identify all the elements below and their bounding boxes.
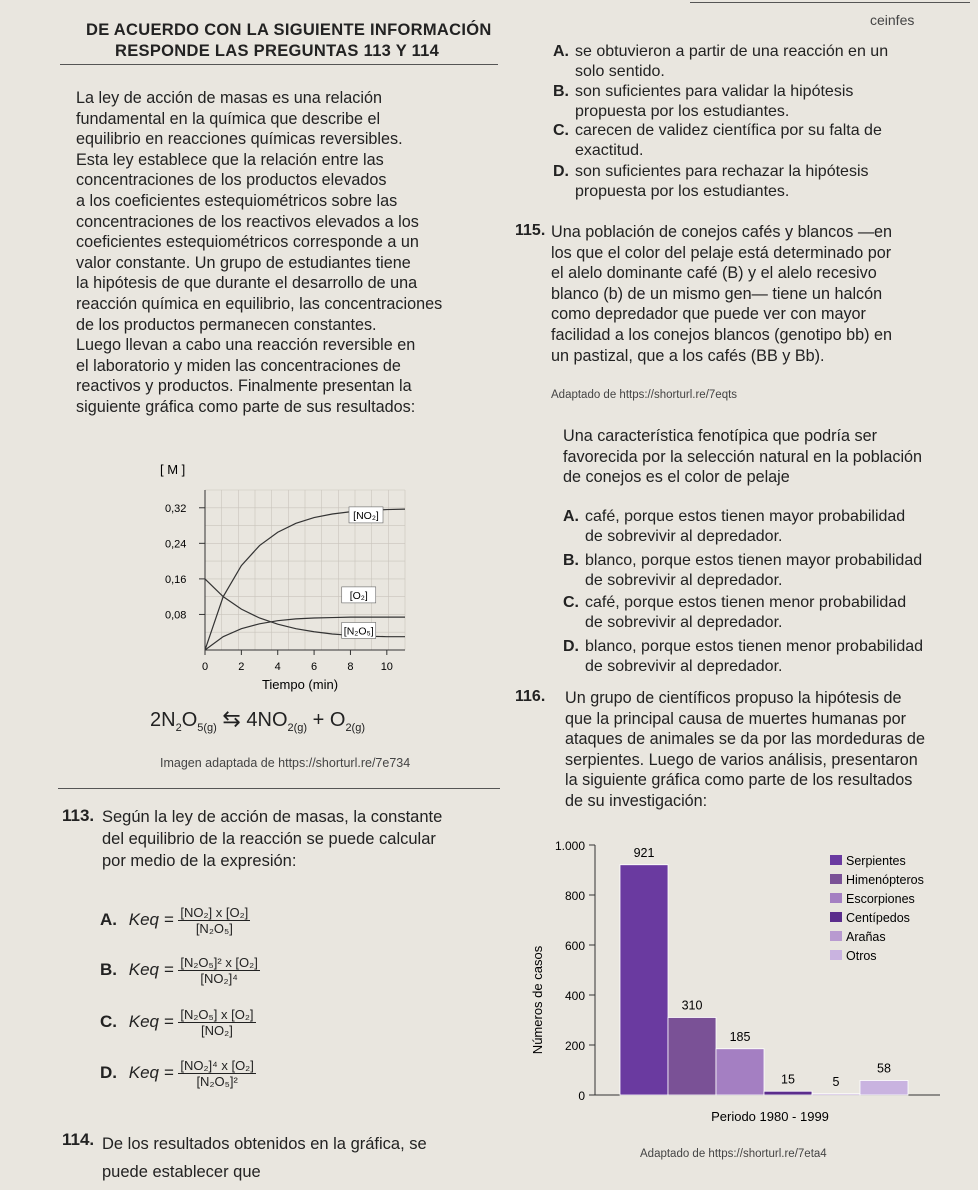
q113-stem-line: del equilibrio de la reacción se puede calcular xyxy=(102,830,436,848)
option-text: exactitud. xyxy=(575,142,644,159)
bar xyxy=(716,1049,764,1095)
q115-option[interactable] xyxy=(563,551,953,591)
q116-source: Adaptado de https://shorturl.re/7eta4 xyxy=(640,1148,827,1160)
legend-label: Otros xyxy=(846,949,877,963)
chart-y-label: [ M ] xyxy=(160,462,186,477)
brand: ceinfes xyxy=(870,12,915,28)
q113-option[interactable] xyxy=(100,1058,256,1089)
intro-line: reacción química en equilibrio, las concentraciones xyxy=(76,294,443,313)
option-letter: C. xyxy=(100,1011,117,1031)
option-text: de sobrevivir al depredador. xyxy=(585,528,783,545)
intro-line: Esta ley establece que la relación entre las xyxy=(76,150,384,169)
intro-line: concentraciones de los productos elevados xyxy=(76,171,387,190)
x-tick-label: 0 xyxy=(201,661,209,673)
q115-text xyxy=(551,222,936,366)
q115-source: Adaptado de https://shorturl.re/7eqts xyxy=(551,389,738,401)
y-tick-label: 0,24 xyxy=(165,538,187,551)
q115-text-line: los que el color del pelaje está determinado por xyxy=(551,243,892,262)
numerator: [N₂O₅]² x [O₂] xyxy=(180,955,258,970)
option-letter: D. xyxy=(553,163,569,180)
chart-x-label: Tiempo (min) xyxy=(261,677,339,692)
q115-text-line: blanco (b) de un mismo gen— tiene un halcón xyxy=(551,284,883,303)
denominator: [N₂O₅] xyxy=(195,921,233,936)
legend-swatch xyxy=(830,950,842,960)
source-1: Imagen adaptada de https://shorturl.re/7e734 xyxy=(160,756,411,770)
series-label: [N₂O₅] xyxy=(343,625,374,638)
option-letter: A. xyxy=(100,909,117,929)
fraction xyxy=(178,1058,255,1089)
q113-number: 113. xyxy=(62,806,95,825)
bar-value-label: 58 xyxy=(877,1061,891,1076)
q116-number: 116. xyxy=(515,688,546,705)
q115-option[interactable] xyxy=(563,507,953,547)
x-tick-label: 4 xyxy=(274,661,281,673)
intro-line: concentraciones de los reactivos elevados a los xyxy=(76,212,419,231)
option-text: son suficientes para rechazar la hipótesis xyxy=(575,163,869,180)
fraction xyxy=(178,955,259,986)
q114-stem-line: puede establecer que xyxy=(102,1163,261,1181)
x-tick-label: 6 xyxy=(311,661,318,673)
intro-line: el laboratorio y miden las concentraciones de xyxy=(76,356,401,375)
q115-option[interactable] xyxy=(563,593,953,633)
option-text: solo sentido. xyxy=(575,63,665,80)
bar xyxy=(764,1091,812,1095)
numerator: [NO₂]⁴ x [O₂] xyxy=(180,1058,254,1073)
y-tick-label: 1.000 xyxy=(554,839,585,853)
bar xyxy=(620,865,668,1095)
option-text: de sobrevivir al depredador. xyxy=(585,658,783,675)
option-letter: C. xyxy=(563,594,579,611)
header-rule xyxy=(60,64,498,65)
x-tick-label: 10 xyxy=(380,661,393,673)
fraction xyxy=(178,905,250,936)
option-text: café, porque estos tienen menor probabilidad xyxy=(585,594,907,611)
intro-line: coeficientes estequiométricos corresponde a un xyxy=(76,233,419,252)
option-text: se obtuvieron a partir de una reacción en un xyxy=(575,43,889,60)
y-tick-label: 0 xyxy=(578,1089,585,1103)
bar-value-label: 15 xyxy=(781,1072,795,1087)
y-tick-label: 0,16 xyxy=(165,573,187,586)
bar-value-label: 185 xyxy=(729,1029,751,1044)
y-tick-label: 0,08 xyxy=(165,609,187,622)
q113-stem xyxy=(102,806,502,872)
bar-legend xyxy=(830,854,924,963)
q115-option[interactable] xyxy=(563,637,953,677)
legend-swatch xyxy=(830,893,842,903)
q113-stem-line: por medio de la expresión: xyxy=(102,852,297,870)
intro-line: la hipótesis de que durante el desarrollo de una xyxy=(76,274,418,293)
q116-text-line: Un grupo de científicos propuso la hipótesis de xyxy=(565,689,902,707)
q114-option[interactable] xyxy=(553,42,953,82)
q113-option[interactable] xyxy=(100,955,260,986)
y-tick-label: 200 xyxy=(564,1039,585,1053)
q115-stem xyxy=(563,426,938,488)
bar xyxy=(812,1094,860,1095)
q115-text-line: Una población de conejos cafés y blancos —en xyxy=(551,223,893,241)
q115-stem-line: Una característica fenotípica que podría ser xyxy=(563,427,878,445)
q114-option[interactable] xyxy=(553,162,953,202)
bar-value-label: 921 xyxy=(633,845,655,860)
q115-stem-line: de conejos es el color de pelaje xyxy=(563,468,790,487)
option-letter: A. xyxy=(563,508,579,525)
legend-label: Himenópteros xyxy=(846,873,924,887)
option-text: café, porque estos tienen mayor probabilidad xyxy=(585,508,906,525)
intro-line: de los productos permanecen constantes. xyxy=(76,315,377,334)
q113-option[interactable] xyxy=(100,1007,256,1038)
cases-bar-chart xyxy=(520,830,960,1130)
keq-label: Keq = xyxy=(128,1062,174,1082)
bar xyxy=(860,1081,908,1096)
bar-y-label: Números de casos xyxy=(530,945,545,1055)
x-tick-label: 8 xyxy=(347,661,354,673)
header-line2: RESPONDE LAS PREGUNTAS 113 Y 114 xyxy=(115,42,440,60)
option-text: de sobrevivir al depredador. xyxy=(585,614,783,631)
option-text: blanco, porque estos tienen mayor probabilidad xyxy=(585,552,923,569)
bar-value-label: 310 xyxy=(681,998,703,1013)
y-tick-label: 0,32 xyxy=(165,502,187,515)
y-tick-label: 600 xyxy=(564,939,585,953)
q116-text-line: que la principal causa de muertes humanas por xyxy=(565,709,907,728)
intro-line: reactivos y productos. Finalmente presentan la xyxy=(76,377,412,396)
bar xyxy=(668,1018,716,1096)
q116-text-line: ataques de animales se da por las mordeduras de xyxy=(565,730,925,749)
intro-line: siguiente gráfica como parte de sus resultados: xyxy=(76,397,416,416)
reaction-equation: $2N_2O_{5(g)}$ ⇆ $4NO_{2(g)} + O_{2(g)}$ xyxy=(150,706,365,734)
denominator: [NO₂] xyxy=(201,1023,233,1038)
option-text: propuesta por los estudiantes. xyxy=(575,183,790,200)
option-letter: D. xyxy=(563,638,579,655)
q115-text-line: el alelo dominante café (B) y el alelo recesivo xyxy=(551,264,877,283)
concentration-chart xyxy=(150,460,430,695)
intro-line: equilibrio en reacciones químicas reversibles. xyxy=(76,130,403,149)
series-label: [NO₂] xyxy=(353,509,379,522)
q116-text-line: de su investigación: xyxy=(565,791,708,810)
option-text: blanco, porque estos tienen menor probabilidad xyxy=(585,638,924,655)
legend-label: Escorpiones xyxy=(846,892,915,906)
q114-number: 114. xyxy=(62,1130,95,1149)
keq-label: Keq = xyxy=(128,959,174,979)
q113-option[interactable] xyxy=(100,905,250,936)
fraction xyxy=(178,1007,255,1038)
intro-paragraph xyxy=(76,88,486,418)
header-line1: DE ACUERDO CON LA SIGUIENTE INFORMACIÓN xyxy=(86,21,492,39)
x-tick-label: 2 xyxy=(238,661,245,673)
option-text: carecen de validez científica por su falta de xyxy=(575,122,882,139)
q115-number: 115. xyxy=(515,222,546,239)
q114-stem-line: De los resultados obtenidos en la gráfica, se xyxy=(102,1135,427,1153)
legend-swatch xyxy=(830,912,842,922)
legend-swatch xyxy=(830,931,842,941)
intro-line: Luego llevan a cabo una reacción reversible en xyxy=(76,336,416,355)
legend-label: Centípedos xyxy=(846,911,910,925)
denominator: [N₂O₅]² xyxy=(196,1074,238,1089)
option-letter: B. xyxy=(553,83,569,100)
q115-stem-line: favorecida por la selección natural en la población xyxy=(563,447,923,466)
bar-value-label: 5 xyxy=(832,1074,840,1089)
q115-text-line: facilidad a los conejos blancos (genotipo bb) en xyxy=(551,325,893,344)
y-tick-label: 800 xyxy=(564,889,585,903)
q115-text-line: como depredador que puede ver con mayor xyxy=(551,305,866,324)
numerator: [NO₂] x [O₂] xyxy=(180,905,249,920)
option-letter: B. xyxy=(100,959,117,979)
q114-option[interactable] xyxy=(553,121,953,161)
option-text: propuesta por los estudiantes. xyxy=(575,103,790,120)
top-rule xyxy=(690,2,970,3)
legend-swatch xyxy=(830,874,842,884)
q113-stem-line: Según la ley de acción de masas, la constante xyxy=(102,808,443,826)
q116-text-line: serpientes. Luego de varios análisis, presentaron xyxy=(565,750,918,769)
option-text: de sobrevivir al depredador. xyxy=(585,572,783,589)
option-text: son suficientes para validar la hipótesis xyxy=(575,83,854,100)
intro-line: fundamental en la química que describe el xyxy=(76,109,381,128)
option-letter: C. xyxy=(553,122,569,139)
option-letter: D. xyxy=(100,1062,117,1082)
intro-line: La ley de acción de masas es una relación xyxy=(76,89,382,107)
y-tick-label: 400 xyxy=(564,989,585,1003)
denominator: [NO₂]⁴ xyxy=(200,971,238,986)
legend-swatch xyxy=(830,855,842,865)
bar-x-label: Periodo 1980 - 1999 xyxy=(711,1109,829,1124)
q114-stem xyxy=(102,1130,512,1186)
series-label: [O₂] xyxy=(349,589,368,602)
section-rule xyxy=(58,788,500,789)
numerator: [N₂O₅] x [O₂] xyxy=(180,1007,254,1022)
legend-label: Serpientes xyxy=(846,854,906,868)
keq-label: Keq = xyxy=(128,909,174,929)
q116-text xyxy=(565,688,948,812)
intro-line: a los coeficientes estequiométricos sobre las xyxy=(76,191,398,210)
option-letter: B. xyxy=(563,552,579,569)
intro-line: valor constante. Un grupo de estudiantes tiene xyxy=(76,253,411,272)
legend-label: Arañas xyxy=(846,930,886,944)
keq-label: Keq = xyxy=(128,1011,174,1031)
option-letter: A. xyxy=(553,43,569,60)
q115-text-line: un pastizal, que a los cafés (BB y Bb). xyxy=(551,346,825,365)
q116-text-line: la siguiente gráfica como parte de los resultados xyxy=(565,771,913,790)
q114-option[interactable] xyxy=(553,82,953,122)
